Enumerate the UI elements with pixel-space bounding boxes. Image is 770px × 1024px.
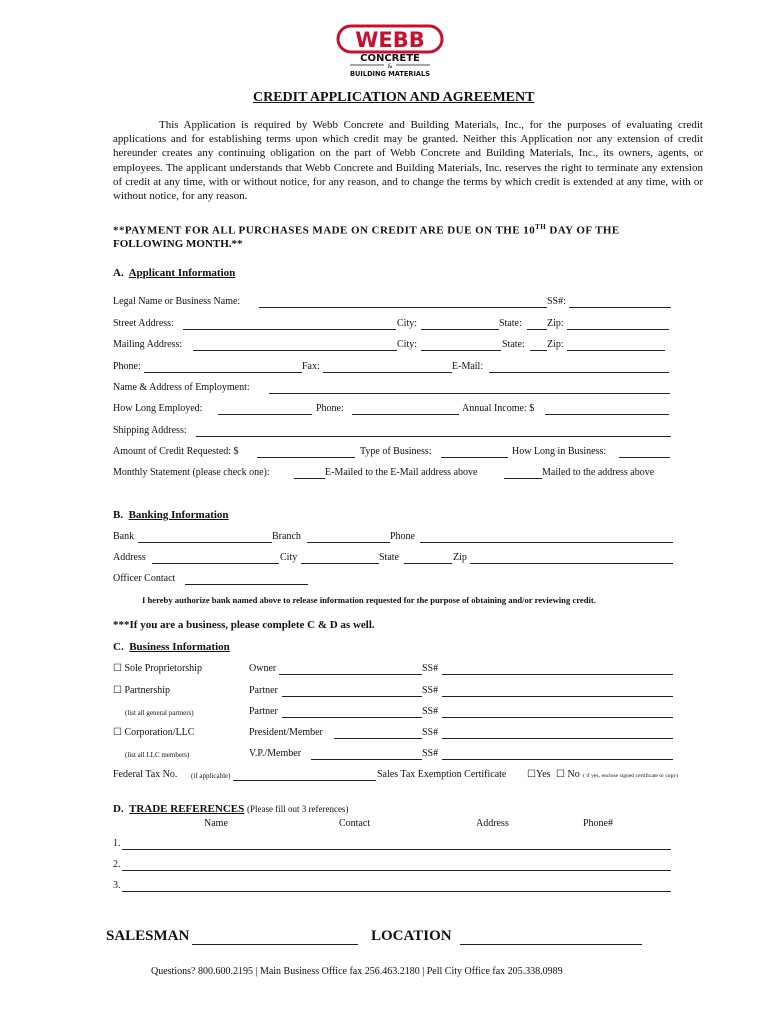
partner-ss-field-2[interactable] bbox=[442, 717, 673, 718]
reference-contact-column: Contact bbox=[339, 818, 371, 829]
fax-label: Fax: bbox=[302, 361, 320, 372]
street-city-label: City: bbox=[397, 318, 418, 329]
checkbox-icon[interactable]: ☐ bbox=[113, 685, 122, 696]
bank-phone-label: Phone bbox=[390, 531, 415, 542]
branch-field[interactable] bbox=[307, 542, 390, 543]
payment-superscript: TH bbox=[535, 223, 547, 231]
statement-emailed-checkbox[interactable] bbox=[294, 478, 325, 479]
bank-authorization-statement: I hereby authorize bank named above to release information requested for the purpose of obtaining and/or reviewing credit. bbox=[142, 595, 596, 605]
partner-ss-field-1[interactable] bbox=[442, 696, 673, 697]
business-type-field[interactable] bbox=[441, 457, 508, 458]
street-city-field[interactable] bbox=[421, 329, 499, 330]
business-long-label: How Long in Business: bbox=[512, 446, 607, 457]
owner-label: Owner bbox=[249, 663, 277, 674]
bank-label: Bank bbox=[113, 531, 135, 542]
logo-brand-text: WEBB bbox=[355, 28, 425, 52]
president-member-field[interactable] bbox=[334, 738, 422, 739]
email-label: E-Mail: bbox=[452, 361, 484, 372]
how-long-employed-field[interactable] bbox=[218, 414, 312, 415]
vp-ss-label: SS# bbox=[422, 748, 439, 759]
payment-notice-line2: FOLLOWING MONTH.** bbox=[113, 238, 243, 250]
mailing-city-field[interactable] bbox=[421, 350, 501, 351]
credit-amount-label: Amount of Credit Requested: $ bbox=[113, 446, 239, 457]
employment-field[interactable] bbox=[269, 393, 670, 394]
business-long-field[interactable] bbox=[619, 457, 670, 458]
reference-row-2-field[interactable] bbox=[122, 870, 671, 871]
federal-tax-field[interactable] bbox=[233, 780, 376, 781]
section-a-heading bbox=[113, 267, 235, 279]
business-type-label: Type of Business: bbox=[360, 446, 432, 457]
email-field[interactable] bbox=[489, 372, 669, 373]
corporation-llc-option[interactable] bbox=[113, 727, 194, 738]
sole-proprietorship-label: Sole Proprietorship bbox=[124, 663, 202, 674]
sole-proprietorship-option[interactable] bbox=[113, 663, 202, 674]
partner-label-1: Partner bbox=[249, 685, 278, 696]
phone-label: Phone: bbox=[113, 361, 141, 372]
bank-zip-field[interactable] bbox=[470, 563, 673, 564]
partner-field-1[interactable] bbox=[282, 696, 422, 697]
bank-zip-label: Zip bbox=[453, 552, 467, 563]
webb-concrete-logo bbox=[334, 24, 446, 80]
employment-label: Name & Address of Employment: bbox=[113, 382, 250, 393]
annual-income-label: Annual Income: $ bbox=[462, 403, 535, 414]
logo-concrete-text: CONCRETE bbox=[360, 53, 420, 64]
list-llc-members-note: (list all LLC members) bbox=[125, 751, 190, 759]
legal-name-field[interactable] bbox=[259, 307, 547, 308]
payment-text-b: DAY OF THE bbox=[546, 224, 620, 237]
legal-name-label: Legal Name or Business Name: bbox=[113, 296, 241, 307]
partnership-option[interactable] bbox=[113, 685, 170, 696]
reference-row-3-field[interactable] bbox=[122, 891, 671, 892]
street-address-field[interactable] bbox=[183, 329, 396, 330]
statement-mailed-label: Mailed to the address above bbox=[542, 467, 655, 478]
officer-contact-label: Officer Contact bbox=[113, 573, 176, 584]
section-c-heading bbox=[113, 641, 230, 653]
federal-tax-label: Federal Tax No. bbox=[113, 769, 178, 780]
reference-row-1-field[interactable] bbox=[122, 849, 671, 850]
mailing-zip-label: Zip: bbox=[547, 339, 564, 350]
page-title: CREDIT APPLICATION AND AGREEMENT bbox=[253, 90, 535, 105]
bank-phone-field[interactable] bbox=[420, 542, 673, 543]
section-d-title: TRADE REFERENCES bbox=[129, 803, 245, 815]
mailing-city-label: City: bbox=[397, 339, 418, 350]
phone-field[interactable] bbox=[144, 372, 302, 373]
location-field[interactable] bbox=[460, 944, 642, 945]
reference-phone-column: Phone# bbox=[583, 818, 613, 829]
payment-text-a: **PAYMENT FOR ALL PURCHASES MADE ON CREDIT ARE DUE ON THE 10 bbox=[113, 224, 536, 237]
section-b-title: Banking Information bbox=[128, 509, 229, 521]
annual-income-field[interactable] bbox=[545, 414, 669, 415]
location-label: LOCATION bbox=[371, 928, 452, 944]
reference-row-3-label: 3. bbox=[113, 880, 121, 891]
president-member-label: President/Member bbox=[249, 727, 323, 738]
bank-state-field[interactable] bbox=[404, 563, 452, 564]
checkbox-icon[interactable]: ☐ bbox=[527, 769, 536, 780]
mailing-zip-field[interactable] bbox=[567, 350, 665, 351]
ss-field[interactable] bbox=[569, 307, 671, 308]
shipping-address-field[interactable] bbox=[196, 436, 671, 437]
ss-label: SS#: bbox=[547, 296, 566, 307]
vp-member-label: V.P./Member bbox=[249, 748, 302, 759]
bank-address-label: Address bbox=[113, 552, 146, 563]
mailing-state-label: State: bbox=[502, 339, 525, 350]
bank-state-label: State bbox=[379, 552, 399, 563]
street-state-label: State: bbox=[499, 318, 522, 329]
partner-ss-label-2: SS# bbox=[422, 706, 439, 717]
street-zip-field[interactable] bbox=[567, 329, 669, 330]
street-address-label: Street Address: bbox=[113, 318, 174, 329]
salesman-field[interactable] bbox=[192, 944, 358, 945]
section-a-letter: A. bbox=[113, 267, 124, 279]
partnership-label: Partnership bbox=[124, 685, 171, 696]
section-d-letter: D. bbox=[113, 803, 124, 815]
intro-paragraph: This Application is required by Webb Concrete and Building Materials, Inc., for the purposes of evaluating credit applications and for establishing terms upon which credit may be granted. Neither this Application nor any extension of credit hereunder creates any continuing obligation on the part of Webb Concrete and Building Materials, Inc., its owners, agents, or employees. The applicant understands that Webb Concrete and Building Materials, Inc. reserves the right to terminate any extension of credit at any time, with or without notice, for any reason, and to change the terms by which credit is extended at any time, with or without notice, for any reason. bbox=[113, 119, 703, 203]
reference-name-column: Name bbox=[204, 818, 228, 829]
officer-contact-field[interactable] bbox=[185, 584, 308, 585]
checkbox-icon[interactable]: ☐ bbox=[113, 663, 122, 674]
employer-phone-field[interactable] bbox=[352, 414, 459, 415]
payment-notice-line1 bbox=[113, 223, 620, 237]
president-ss-field[interactable] bbox=[442, 738, 673, 739]
owner-ss-field[interactable] bbox=[442, 674, 673, 675]
yes-label: Yes bbox=[535, 769, 551, 780]
street-state-field[interactable] bbox=[527, 329, 547, 330]
credit-amount-field[interactable] bbox=[257, 457, 355, 458]
bank-city-label: City bbox=[280, 552, 298, 563]
footer-contact-info: Questions? 800.600.2195 | Main Business Office fax 256.463.2180 | Pell City Office fax 205.338.0989 bbox=[151, 966, 563, 977]
business-note: ***If you are a business, please complete C & D as well. bbox=[113, 619, 375, 631]
shipping-address-label: Shipping Address: bbox=[113, 425, 187, 436]
president-ss-label: SS# bbox=[422, 727, 439, 738]
tax-exempt-yes-option[interactable] bbox=[527, 769, 551, 780]
mailing-address-field[interactable] bbox=[193, 350, 397, 351]
section-b-letter: B. bbox=[113, 509, 124, 521]
reference-row-2-label: 2. bbox=[113, 859, 121, 870]
vp-member-field[interactable] bbox=[311, 759, 422, 760]
checkbox-icon[interactable]: ☐ bbox=[556, 769, 565, 780]
section-c-title: Business Information bbox=[129, 641, 230, 653]
bank-field[interactable] bbox=[138, 542, 272, 543]
partner-ss-label-1: SS# bbox=[422, 685, 439, 696]
enclose-certificate-note: ( if yes, enclose signed certificate or copy) bbox=[583, 773, 679, 779]
owner-ss-label: SS# bbox=[422, 663, 439, 674]
corporation-llc-label: Corporation/LLC bbox=[124, 727, 195, 738]
reference-row-1-label: 1. bbox=[113, 838, 121, 849]
street-zip-label: Zip: bbox=[547, 318, 564, 329]
if-applicable-note: (if applicable) bbox=[191, 772, 231, 780]
mailing-state-field[interactable] bbox=[530, 350, 547, 351]
employer-phone-label: Phone: bbox=[316, 403, 344, 414]
mailing-address-label: Mailing Address: bbox=[113, 339, 183, 350]
no-label: No bbox=[567, 769, 580, 780]
fax-field[interactable] bbox=[323, 372, 452, 373]
tax-exempt-no-option[interactable] bbox=[556, 769, 580, 780]
partner-label-2: Partner bbox=[249, 706, 278, 717]
section-b-heading bbox=[113, 509, 229, 521]
section-d-note: (Please fill out 3 references) bbox=[246, 804, 349, 814]
checkbox-icon[interactable]: ☐ bbox=[113, 727, 122, 738]
bank-address-field[interactable] bbox=[152, 563, 279, 564]
list-general-partners-note: (list all general partners) bbox=[125, 709, 194, 717]
statement-mailed-checkbox[interactable] bbox=[504, 478, 542, 479]
partner-field-2[interactable] bbox=[282, 717, 422, 718]
reference-address-column: Address bbox=[476, 818, 509, 829]
vp-ss-field[interactable] bbox=[442, 759, 673, 760]
branch-label: Branch bbox=[272, 531, 301, 542]
sales-tax-exemption-label: Sales Tax Exemption Certificate bbox=[377, 769, 507, 780]
how-long-employed-label: How Long Employed: bbox=[113, 403, 203, 414]
logo-building-materials-text: BUILDING MATERIALS bbox=[350, 70, 430, 78]
section-d-heading bbox=[113, 803, 348, 815]
section-a-title: Applicant Information bbox=[128, 267, 236, 279]
section-c-letter: C. bbox=[113, 641, 124, 653]
monthly-statement-label: Monthly Statement (please check one): bbox=[113, 467, 270, 478]
logo-amp-text: & bbox=[387, 63, 393, 70]
bank-city-field[interactable] bbox=[301, 563, 379, 564]
owner-field[interactable] bbox=[279, 674, 422, 675]
statement-emailed-label: E-Mailed to the E-Mail address above bbox=[325, 467, 478, 478]
salesman-label: SALESMAN bbox=[106, 928, 190, 944]
